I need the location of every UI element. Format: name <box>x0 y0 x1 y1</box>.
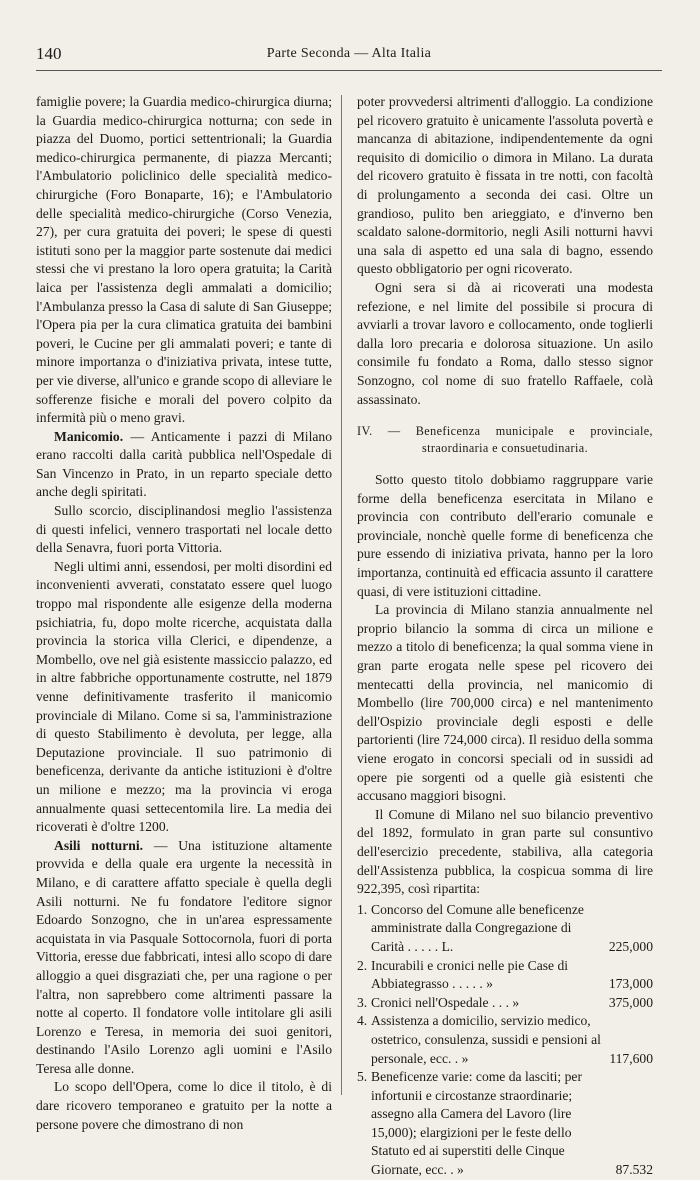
right-column <box>357 93 653 1180</box>
running-title: Parte Seconda — Alta Italia <box>266 46 432 61</box>
section-heading-line2: straordinaria e consuetudinaria. <box>421 441 589 456</box>
page-number: 140 <box>36 44 62 63</box>
paragraph-condizione: poter provvedersi altrimenti d'alloggio. La condizione pel ricovero gratuito è unicamente l'assoluta povertà e mancanza di abitazione, indipendentemente da ogni requisito di domicilio o dimora in Milano. La durata del ricovero gratuito è fissata in tre notti, con facoltà di prolungamento a seconda dei casi. Oltre un grandioso, pulito ben arieggiato, e d'inverno ben scaldato salone-dormitorio, negli Asili notturni havvi una sala di aspetto ed una sala di bagno, essendo questo obbligatorio per ogni ricoverato. <box>357 94 653 277</box>
paragraph-refezione: Ogni sera si dà ai ricoverati una modesta refezione, e nel limite del possibile si procura di avviarli a trovar lavoro e collocamento, onde toglierli dalla loro precaria e dolorosa situazione. Un asilo consimile fu fondato a Roma, dallo stesso signor Sonzogno, col nome di suo fratello Raffaele, colà assassinato. <box>357 279 653 407</box>
list-item: 5. Beneficenze varie: come da lasciti; per infortunii e circostanze straordinarie; assegno alla Camera del Lavoro (lire 15,000); elargizioni per le feste dello Statuto ed ai superstiti delle Cinque Giornate, ecc. . » 87.532 <box>357 1069 653 1178</box>
budget-list <box>357 901 653 1180</box>
section-heading <box>357 423 653 457</box>
paragraph-manicomio <box>36 428 332 502</box>
paragraph-comune: Il Comune di Milano nel suo bilancio preventivo del 1892, formulato in gran parte sul consuntivo dell'esercizio precedente, stabiliva, alla categoria dell'Assistenza pubblica, la cospicua somma di lire 922,395, così ripartita: <box>357 806 653 897</box>
section-heading-line1: IV. — Beneficenza municipale e provinciale, <box>357 424 653 439</box>
paragraph-provincia: La provincia di Milano stanzia annualmente nel proprio bilancio la somma di circa un milione e mezzo a titolo di beneficenza; la qual somma viene in gran parte erogata nelle spese pel ricovero dei mentecatti della provincia, nel manicomio di Mombello (lire 700,000 circa) e nel mantenimento dell'Ospizio provinciale degli esposti e delle partorienti (lire 724,000 circa). Il residuo della somma viene erogato in concorsi speciali od in sussidi ad opere pie sorgenti od a quelle già esistenti che accusano maggiori bisogni. <box>357 602 653 804</box>
column-divider <box>341 95 342 1095</box>
paragraph-asili-notturni <box>36 837 332 1079</box>
asili-text: — Una istituzione altamente provvida e della quale era urgente la necessità in Milano, e di carattere affatto speciale è quella degli Asili notturni. Ne fu fondatore l'editore signor Edoardo Sonzogno, che in un'area espressamente acquistata in via Pasquale Sottocornola, fuori di porta Vittoria, eresse due fabbricati, intesi allo scopo di dare alloggio a quei disgraziati che, per una ragione o per l'altra, non saprebbero come altrimenti passare la notte al coperto. Il fondatore volle intitolare gli asili Lorenzo e Teresa, in memoria dei suoi genitori, destinando l'Asilo Lorenzo agli uomini e l'Asilo Teresa alle donne. <box>36 837 332 1076</box>
left-column <box>36 93 332 1134</box>
paragraph-sullo-scorcio: Sullo scorcio, disciplinandosi meglio l'assistenza di questi infelici, vennero trasportati nel locale detto della Senavra, fuori porta Vittoria. <box>36 503 332 556</box>
list-item: 2. Incurabili e cronici nelle pie Case di Abbiategrasso . . . . . » 173,000 <box>357 957 653 992</box>
page-header <box>36 40 662 71</box>
manicomio-text: — Anticamente i pazzi di Milano erano raccolti dalla carità pubblica nell'Ospedale di San Vincenzo in Prato, in un reparto speciale detto anche degli spiritati. <box>36 428 332 500</box>
asili-heading: Asili notturni. <box>54 837 143 853</box>
list-item: 1. Concorso del Comune alle beneficenze amministrate dalla Congregazione di Carità . . . . . L. 225,000 <box>357 901 653 954</box>
manicomio-heading: Manicomio. <box>54 428 124 444</box>
paragraph-guardie: famiglie povere; la Guardia medico-chirurgica diurna; la Guardia medico-chirurgica notturna; con sede in piazza del Duomo, portici settentrionali; la Guardia medico-chirurgica permanente, di piazza Mercanti; l'Ambulatorio policlinico delle specialità medico-chirurgiche (Foro Bonaparte, 16); e l'Ambulatorio delle specialità medico-chirurgiche (Corso Venezia, 27), per cura gratuita dei poveri; le spese di questi istituti sono per la maggior parte sostenute dai medici stessi che vi prestano la loro opera gratuita; la Carità laica per l'assistenza degli ammalati a domicilio; l'Ambulanza presso la Casa di salute di San Giuseppe; l'Opera pia per la cura climatica gratuita dei bambini poveri, le Cucine per gli ammalati poveri; e tante di minore importanza o d'iniziativa privata, intese tutte, per vie diverse, all'unico e grande scopo di alleviare le sofferenze fisiche e morali del povero colpito da infermità più o meno gravi. <box>36 94 332 426</box>
paragraph-negli-ultimi-anni: Negli ultimi anni, essendosi, per molti disordini ed inconvenienti avverati, constatato essere quel luogo troppo mal rispondente alle esigenze della moderna psichiatria, fu, dopo molte ricerche, acquistata dalla provincia la storica villa Clerici, e dipendenze, a Mombello, ove nel già esistente massiccio palazzo, ed in altre fabbriche opportunamente costrutte, nel 1879 venne definitivamente trasferito il manicomio provinciale di Milano. Come si sa, l'amministrazione di questo Stabilimento è devoluta, per legge, alla Deputazione provinciale. Il suo patrimonio di beneficenza, derivante da antiche istituzioni è d'oltre un milione e mezzo; ma la provincia vi eroga annualmente quasi settecentomila lire. La media dei ricoverati è d'oltre 1200. <box>36 558 332 835</box>
paragraph-sotto-questo-titolo: Sotto questo titolo dobbiamo raggruppare varie forme della beneficenza esercitata in Milano e provincia con contributo dell'erario comunale e provinciale, nonchè quelle forme di beneficenza che pure essendo di iniziativa privata, hanno per la loro importanza, continuità ed efficacia assunto il carattere quasi, di vere istituzioni cittadine. <box>357 472 653 599</box>
list-item: 3. Cronici nell'Ospedale . . . » 375,000 <box>357 994 653 1010</box>
list-item: 4. Assistenza a domicilio, servizio medico, ostetrico, consulenza, sussidi e pensioni al personale, ecc. . » 117,600 <box>357 1013 653 1066</box>
paragraph-scopo: Lo scopo dell'Opera, come lo dice il titolo, è di dare ricovero temporaneo e gratuito per la notte a persone povere che dimostrano di non <box>36 1079 332 1132</box>
